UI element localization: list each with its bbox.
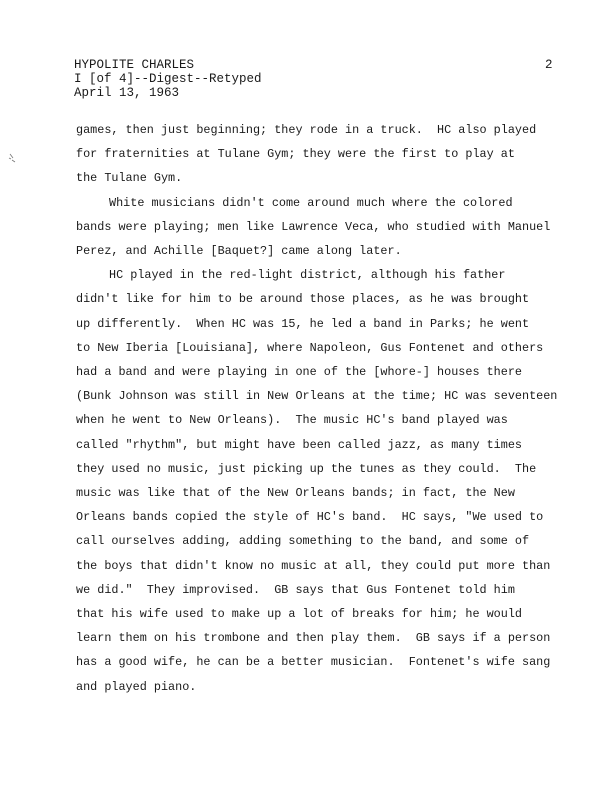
- transcript-line: HC played in the red-light district, although his father: [109, 268, 506, 283]
- transcript-line: and played piano.: [76, 679, 197, 694]
- transcript-line: up differently. When HC was 15, he led a band in Parks; he went: [76, 316, 530, 331]
- transcript-line: had a band and were playing in one of the [whore-] houses there: [76, 365, 522, 380]
- transcript-line: call ourselves adding, adding something to the band, and some of: [76, 534, 530, 549]
- transcript-line: White musicians didn't come around much where the colored: [109, 195, 513, 210]
- transcript-line: the boys that didn't know no music at all, they could put more than: [76, 558, 551, 573]
- transcript-line: has a good wife, he can be a better musician. Fontenet's wife sang: [76, 655, 551, 670]
- interview-date: April 13, 1963: [74, 86, 180, 100]
- transcript-line: games, then just beginning; they rode in a truck. HC also played: [76, 123, 537, 137]
- transcript-line: for fraternities at Tulane Gym; they were the first to play at: [76, 147, 515, 162]
- transcript-line: Orleans bands copied the style of HC's band. HC says, "We used to: [76, 510, 544, 525]
- transcript-line: music was like that of the New Orleans bands; in fact, the New: [76, 486, 515, 501]
- transcript-line: bands were playing; men like Lawrence Veca, who studied with Manuel: [76, 219, 551, 234]
- transcript-line: to New Iberia [Louisiana], where Napoleon, Gus Fontenet and others: [76, 340, 544, 355]
- transcript-line: called "rhythm", but might have been called jazz, as many times: [76, 437, 522, 452]
- transcript-line: didn't like for him to be around those places, as he was brought: [76, 292, 530, 307]
- transcript-line: learn them on his trombone and then play them. GB says if a person: [76, 631, 551, 646]
- transcript-line: Perez, and Achille [Baquet?] came along later.: [76, 244, 402, 259]
- transcript-line: we did." They improvised. GB says that Gus Fontenet told him: [76, 582, 515, 597]
- transcript-line: (Bunk Johnson was still in New Orleans at the time; HC was seventeen: [76, 389, 558, 404]
- document-header: [74, 58, 262, 100]
- transcript-line: when he went to New Orleans). The music HC's band played was: [76, 413, 508, 428]
- transcript-line: that his wife used to make up a lot of breaks for him; he would: [76, 607, 522, 622]
- transcript-line: the Tulane Gym.: [76, 171, 183, 186]
- stray-ink-mark: [8, 152, 18, 164]
- transcript-line: they used no music, just picking up the tunes as they could. The: [76, 461, 537, 476]
- reel-info: I [of 4]--Digest--Retyped: [74, 72, 262, 86]
- interviewee-name: HYPOLITE CHARLES: [74, 58, 195, 72]
- transcript-body: [76, 118, 556, 699]
- page-number: 2: [545, 58, 553, 72]
